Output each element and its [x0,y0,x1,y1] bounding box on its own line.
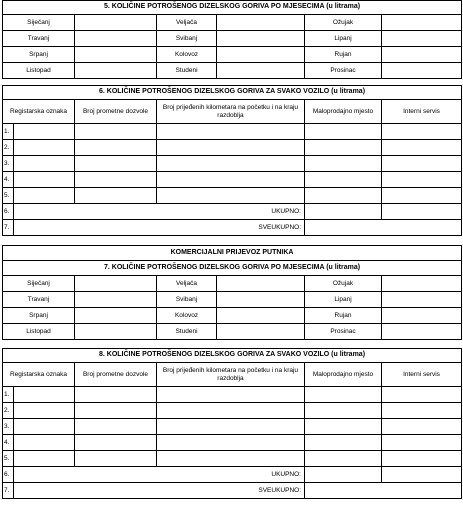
month-value-cell[interactable] [382,292,462,308]
total-retail-cell[interactable] [305,467,382,483]
col-header-retail: Maloprodajno mjesto [305,100,382,124]
row-number: 3. [3,419,14,435]
col-header-registration: Registarska oznaka [3,100,75,124]
kilometers-cell[interactable] [157,156,305,172]
month-value-cell[interactable] [382,15,462,31]
month-label: Siječanj [3,15,75,31]
month-value-cell[interactable] [75,31,157,47]
month-value-cell[interactable] [75,324,157,340]
month-label: Studeni [157,324,217,340]
month-value-cell[interactable] [382,276,462,292]
month-value-cell[interactable] [382,63,462,79]
registration-cell[interactable] [14,451,75,467]
section-8-table [2,348,462,499]
col-header-kilometers: Broj prijeđenih kilometara na početku i na kraju razdoblja [157,363,305,387]
row-number: 4. [3,435,14,451]
row-number: 7. [3,483,14,499]
month-value-cell[interactable] [217,308,305,324]
service-cell[interactable] [382,156,462,172]
retail-cell[interactable] [305,387,382,403]
month-value-cell[interactable] [217,47,305,63]
month-label: Rujan [305,47,382,63]
month-label: Rujan [305,308,382,324]
month-label: Srpanj [3,47,75,63]
permit-cell[interactable] [75,403,157,419]
permit-cell[interactable] [75,188,157,204]
service-cell[interactable] [382,124,462,140]
retail-cell[interactable] [305,172,382,188]
month-label: Listopad [3,324,75,340]
registration-cell[interactable] [14,172,75,188]
month-label: Srpanj [3,308,75,324]
col-header-kilometers: Broj prijeđenih kilometara na početku i na kraju razdoblja [157,100,305,124]
month-label: Kolovoz [157,308,217,324]
permit-cell[interactable] [75,387,157,403]
permit-cell[interactable] [75,156,157,172]
col-header-service: Interni servis [382,100,462,124]
month-label: Veljača [157,15,217,31]
permit-cell[interactable] [75,140,157,156]
month-value-cell[interactable] [217,31,305,47]
month-value-cell[interactable] [217,63,305,79]
retail-cell[interactable] [305,451,382,467]
retail-cell[interactable] [305,140,382,156]
month-label: Veljača [157,276,217,292]
col-header-registration: Registarska oznaka [3,363,75,387]
service-cell[interactable] [382,435,462,451]
kilometers-cell[interactable] [157,403,305,419]
month-value-cell[interactable] [75,292,157,308]
permit-cell[interactable] [75,172,157,188]
row-number: 2. [3,140,14,156]
service-cell[interactable] [382,419,462,435]
registration-cell[interactable] [14,419,75,435]
registration-cell[interactable] [14,156,75,172]
grand-total-cell[interactable] [305,220,462,236]
month-label: Kolovoz [157,47,217,63]
service-cell[interactable] [382,172,462,188]
service-cell[interactable] [382,403,462,419]
permit-cell[interactable] [75,419,157,435]
registration-cell[interactable] [14,435,75,451]
registration-cell[interactable] [14,124,75,140]
kilometers-cell[interactable] [157,172,305,188]
month-value-cell[interactable] [75,276,157,292]
month-label: Travanj [3,31,75,47]
retail-cell[interactable] [305,419,382,435]
grand-total-cell[interactable] [305,483,462,499]
total-retail-cell[interactable] [305,204,382,220]
month-value-cell[interactable] [217,15,305,31]
kilometers-cell[interactable] [157,419,305,435]
col-header-permit: Broj prometne dozvole [75,363,157,387]
kilometers-cell[interactable] [157,451,305,467]
kilometers-cell[interactable] [157,387,305,403]
section-6-title: 6. KOLIČINE POTROŠENOG DIZELSKOG GORIVA ZA SVAKO VOZILO (u litrama) [3,86,462,100]
month-label: Ožujak [305,276,382,292]
month-value-cell[interactable] [382,47,462,63]
registration-cell[interactable] [14,140,75,156]
col-header-service: Interni servis [382,363,462,387]
row-number: 5. [3,188,14,204]
section-5-table [2,0,462,79]
row-number: 1. [3,387,14,403]
month-value-cell[interactable] [217,276,305,292]
retail-cell[interactable] [305,435,382,451]
total-label: UKUPNO: [14,204,305,220]
row-number: 6. [3,467,14,483]
section-7-title: 7. KOLIČINE POTROŠENOG DIZELSKOG GORIVA PO MJESECIMA (u litrama) [3,261,462,276]
retail-cell[interactable] [305,188,382,204]
row-number: 2. [3,403,14,419]
kilometers-cell[interactable] [157,140,305,156]
row-number: 7. [3,220,14,236]
section-8-title: 8. KOLIČINE POTROŠENOG DIZELSKOG GORIVA ZA SVAKO VOZILO (u litrama) [3,349,462,363]
month-value-cell[interactable] [75,47,157,63]
registration-cell[interactable] [14,387,75,403]
retail-cell[interactable] [305,403,382,419]
section-5-title: 5. KOLIČINE POTROŠENOG DIZELSKOG GORIVA PO MJESECIMA (u litrama) [3,1,462,15]
section-6-table [2,85,462,236]
row-number: 3. [3,156,14,172]
registration-cell[interactable] [14,188,75,204]
total-service-cell[interactable] [382,204,462,220]
retail-cell[interactable] [305,156,382,172]
service-cell[interactable] [382,451,462,467]
month-value-cell[interactable] [75,63,157,79]
month-label: Studeni [157,63,217,79]
month-label: Lipanj [305,292,382,308]
service-cell[interactable] [382,188,462,204]
month-value-cell[interactable] [75,308,157,324]
month-label: Travanj [3,292,75,308]
month-label: Svibanj [157,292,217,308]
month-value-cell[interactable] [382,308,462,324]
kilometers-cell[interactable] [157,188,305,204]
commercial-transport-heading: KOMERCIJALNI PRIJEVOZ PUTNIKA [3,246,462,261]
month-label: Prosinac [305,63,382,79]
col-header-permit: Broj prometne dozvole [75,100,157,124]
grand-total-label: SVEUKUPNO: [14,220,305,236]
month-label: Prosinac [305,324,382,340]
row-number: 4. [3,172,14,188]
permit-cell[interactable] [75,124,157,140]
retail-cell[interactable] [305,124,382,140]
service-cell[interactable] [382,140,462,156]
row-number: 1. [3,124,14,140]
row-number: 6. [3,204,14,220]
month-label: Ožujak [305,15,382,31]
service-cell[interactable] [382,387,462,403]
kilometers-cell[interactable] [157,124,305,140]
total-label: UKUPNO: [14,467,305,483]
month-value-cell[interactable] [75,15,157,31]
grand-total-label: SVEUKUPNO: [14,483,305,499]
permit-cell[interactable] [75,435,157,451]
month-label: Listopad [3,63,75,79]
month-value-cell[interactable] [217,292,305,308]
month-value-cell[interactable] [382,324,462,340]
month-label: Siječanj [3,276,75,292]
permit-cell[interactable] [75,451,157,467]
row-number: 5. [3,451,14,467]
section-7-table [2,245,462,340]
month-value-cell[interactable] [382,31,462,47]
total-service-cell[interactable] [382,467,462,483]
registration-cell[interactable] [14,403,75,419]
col-header-retail: Maloprodajno mjesto [305,363,382,387]
kilometers-cell[interactable] [157,435,305,451]
month-value-cell[interactable] [217,324,305,340]
month-label: Svibanj [157,31,217,47]
month-label: Lipanj [305,31,382,47]
